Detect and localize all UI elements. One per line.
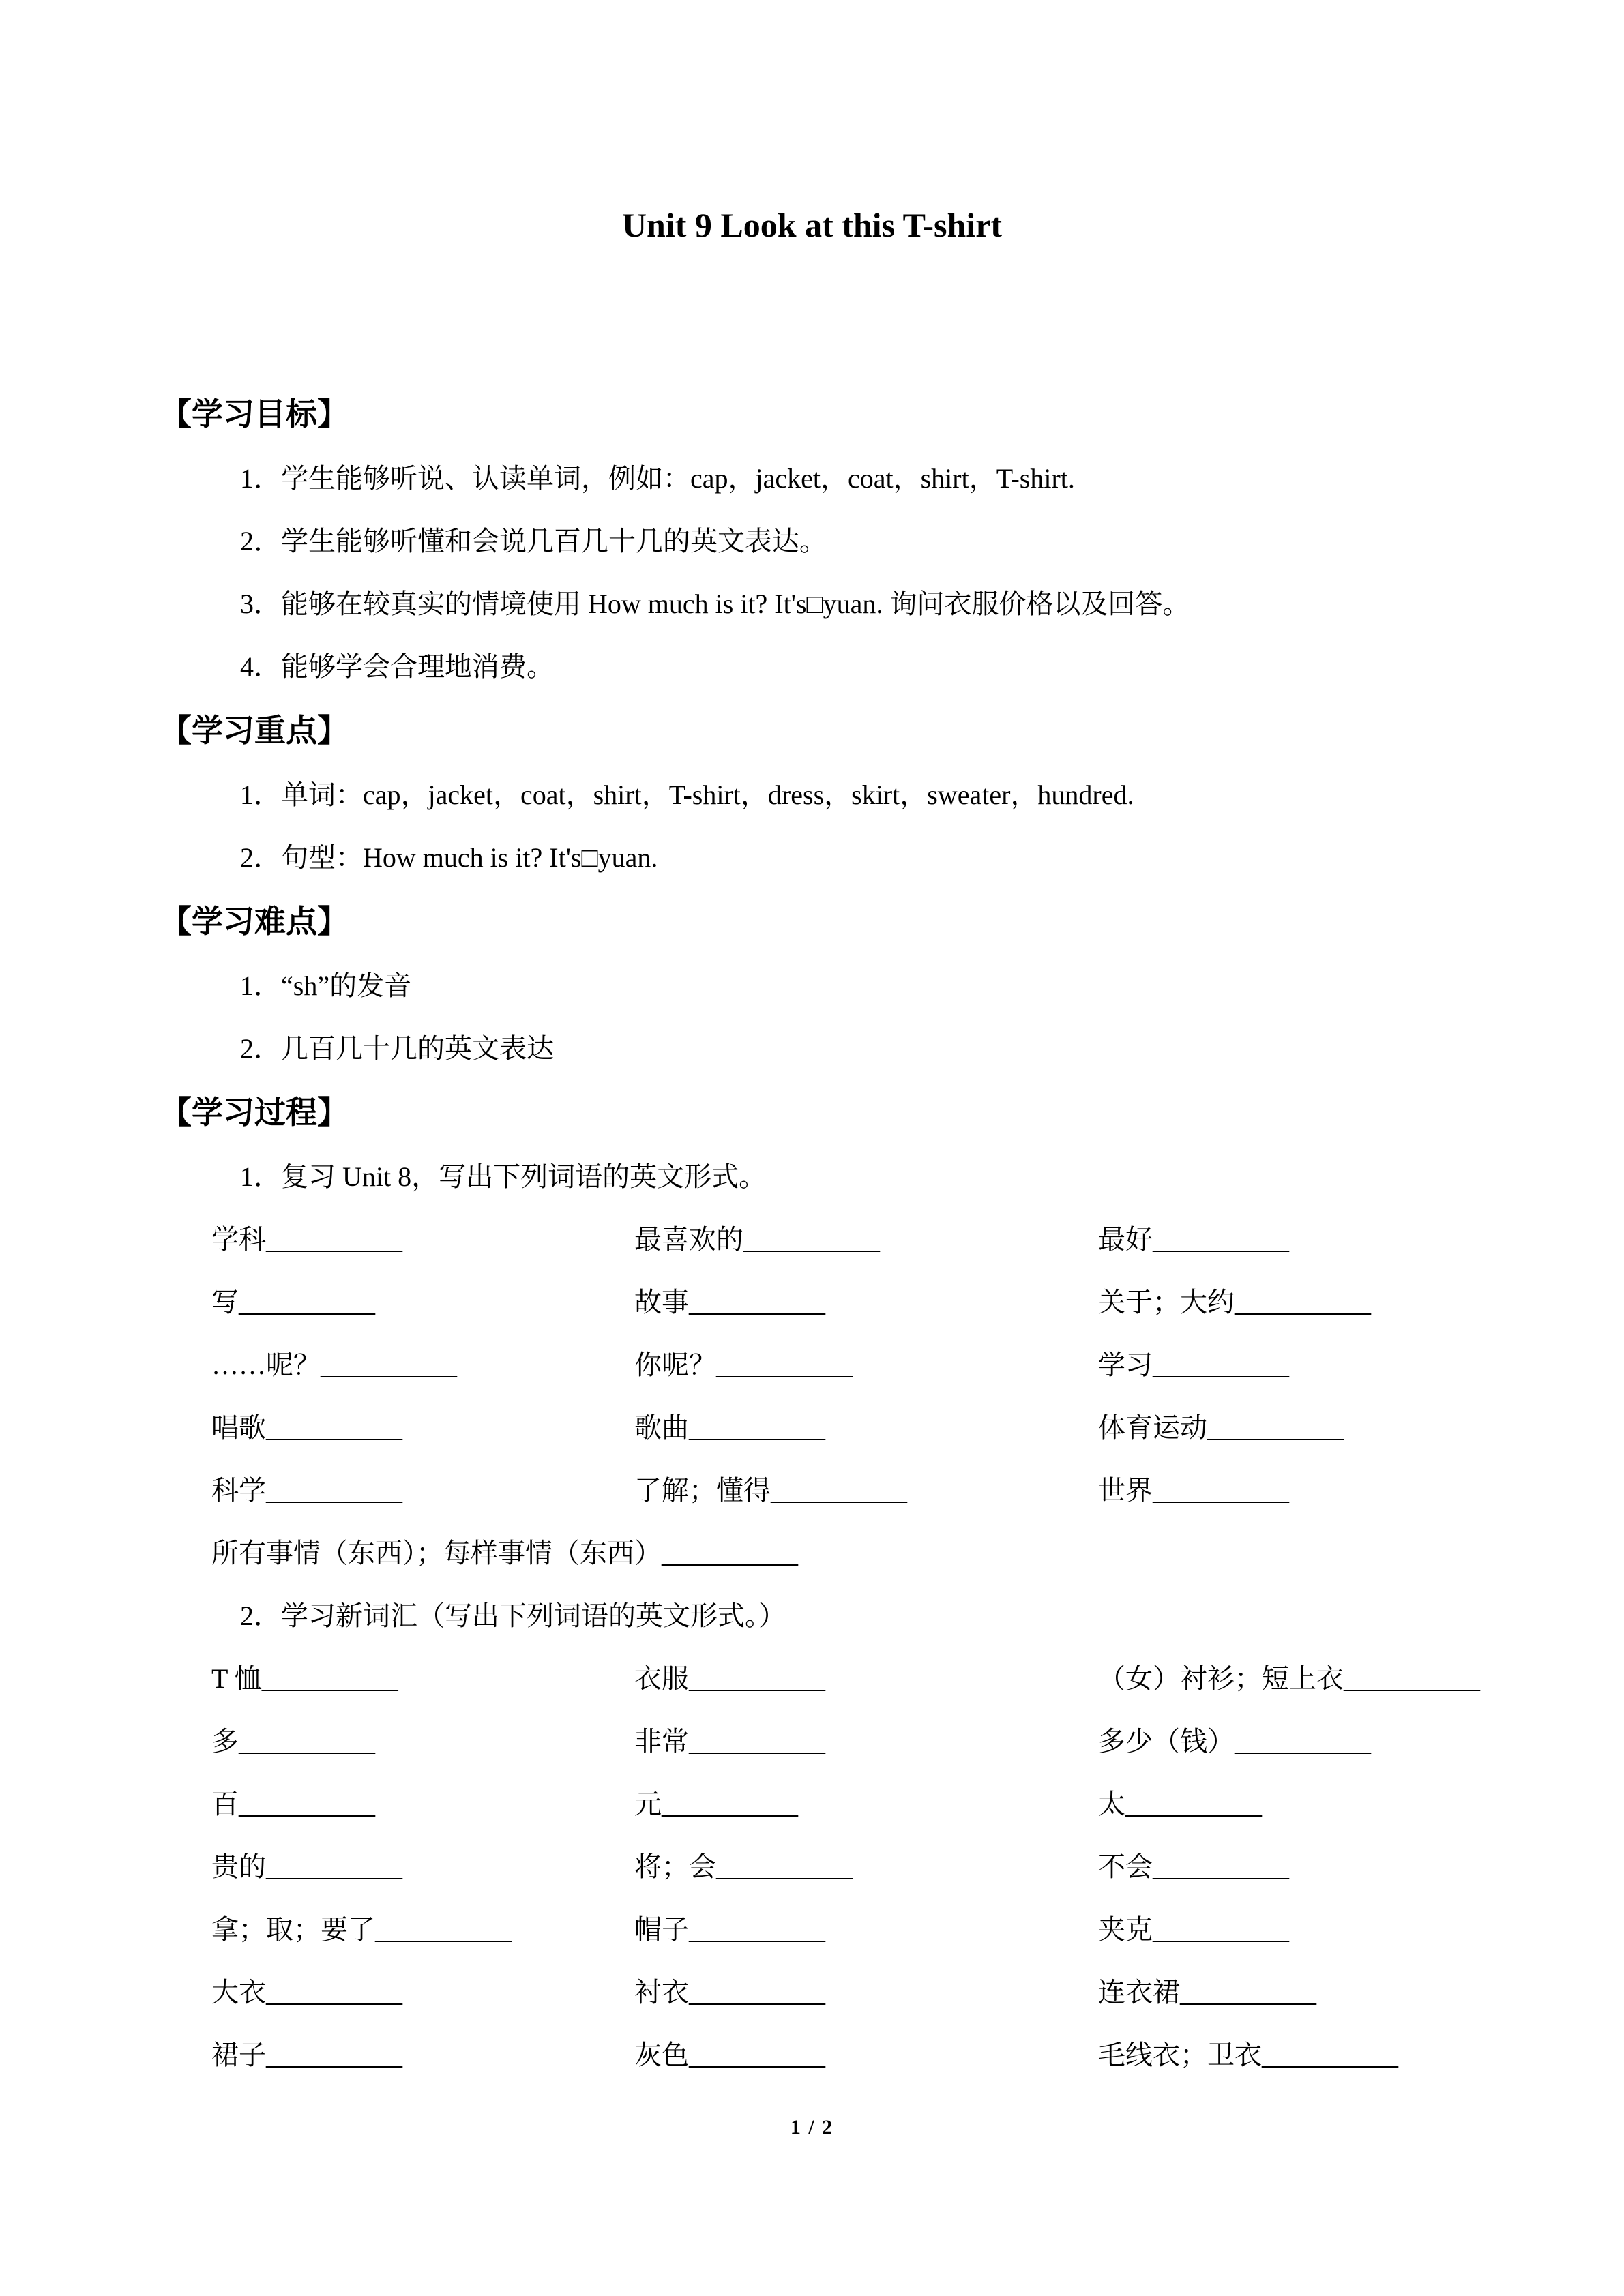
section-difficulties (160, 889, 1464, 1080)
fill-blank-cell: 体育运动__________ (1098, 1412, 1344, 1443)
fill-blank-cell: （女）衬衫；短上衣__________ (1098, 1663, 1480, 1694)
fill-blank-cell: 多少（钱）__________ (1098, 1726, 1371, 1757)
fill-blank-cell: 毛线衣；卫衣__________ (1098, 2040, 1398, 2070)
fill-blank-cell: 灰色__________ (634, 2040, 825, 2070)
list-item: 2．学生能够听懂和会说几百几十几的英文表达。 (240, 526, 827, 556)
list-item: 4．能够学会合理地消费。 (240, 651, 554, 682)
fill-blank-cell: T 恤__________ (211, 1663, 398, 1694)
list-item: 1．学生能够听说、认读单词，例如：cap，jacket，coat，shirt，T-shirt. (240, 463, 1075, 494)
section-heading-objectives: 【学习目标】 (160, 397, 349, 432)
fill-blank-cell: 衣服__________ (634, 1663, 825, 1694)
fill-blank-cell: ……呢？__________ (211, 1350, 457, 1380)
fill-blank-cell: 拿；取；要了__________ (211, 1914, 512, 1945)
fill-blank-cell: 故事__________ (634, 1287, 825, 1317)
fill-blank-cell: 不会__________ (1098, 1851, 1289, 1882)
fill-blank-cell: 将；会__________ (634, 1851, 853, 1882)
section-heading-process: 【学习过程】 (160, 1095, 349, 1130)
list-item: 2．几百几十几的英文表达 (240, 1033, 554, 1064)
fill-blank-grid-task1 (211, 1208, 1464, 1522)
fill-blank-cell: 学习__________ (1098, 1350, 1289, 1380)
list-item: 2．句型：How much is it? It's□yuan. (240, 842, 658, 873)
section-heading-key-points: 【学习重点】 (160, 713, 349, 748)
fill-blank-cell: 关于；大约__________ (1098, 1287, 1371, 1317)
section-objectives (160, 382, 1464, 698)
fill-blank-cell: 贵的__________ (211, 1851, 402, 1882)
page-footer: 1 / 2 (790, 2116, 834, 2138)
fill-blank-cell: 最喜欢的__________ (634, 1224, 880, 1255)
section-process (160, 1080, 1480, 2087)
fill-blank-cell: 百__________ (211, 1789, 375, 1819)
task2-intro: 2．学习新词汇（写出下列词语的英文形式。） (240, 1600, 786, 1631)
fill-blank-cell: 科学__________ (211, 1475, 402, 1506)
list-item: 1．单词：cap，jacket，coat，shirt，T-shirt，dress，skirt，sweater，hundred. (240, 779, 1134, 810)
fill-blank-cell: 学科__________ (211, 1224, 402, 1255)
fill-blank-cell: 最好__________ (1098, 1224, 1289, 1255)
section-heading-difficulties: 【学习难点】 (160, 904, 349, 939)
fill-blank-cell: 大衣__________ (211, 1977, 402, 2008)
fill-blank-grid-task2 (211, 1648, 1480, 2087)
fill-blank-fullrow: 所有事情（东西）；每样事情（东西）__________ (211, 1538, 798, 1568)
fill-blank-cell: 裙子__________ (211, 2040, 402, 2070)
fill-blank-cell: 元__________ (634, 1789, 798, 1819)
list-item: 1．“sh”的发音 (240, 970, 412, 1001)
fill-blank-cell: 非常__________ (634, 1726, 825, 1757)
page-title: Unit 9 Look at this T-shirt (621, 206, 1003, 244)
fill-blank-cell: 歌曲__________ (634, 1412, 825, 1443)
fill-blank-cell: 了解；懂得__________ (634, 1475, 907, 1506)
fill-blank-cell: 衬衣__________ (634, 1977, 825, 2008)
fill-blank-cell: 你呢？__________ (634, 1350, 853, 1380)
fill-blank-cell: 帽子__________ (634, 1914, 825, 1945)
fill-blank-cell: 写__________ (211, 1287, 375, 1317)
list-item: 3．能够在较真实的情境使用 How much is it? It's□yuan. 询问衣服价格以及回答。 (240, 588, 1190, 619)
fill-blank-cell: 太__________ (1098, 1789, 1262, 1819)
task1-intro: 1．复习 Unit 8，写出下列词语的英文形式。 (240, 1161, 767, 1192)
fill-blank-cell: 夹克__________ (1098, 1914, 1289, 1945)
fill-blank-cell: 连衣裙__________ (1098, 1977, 1316, 2008)
fill-blank-cell: 唱歌__________ (211, 1412, 402, 1443)
section-key-points (160, 698, 1464, 889)
fill-blank-cell: 世界__________ (1098, 1475, 1289, 1506)
fill-blank-cell: 多__________ (211, 1726, 375, 1757)
